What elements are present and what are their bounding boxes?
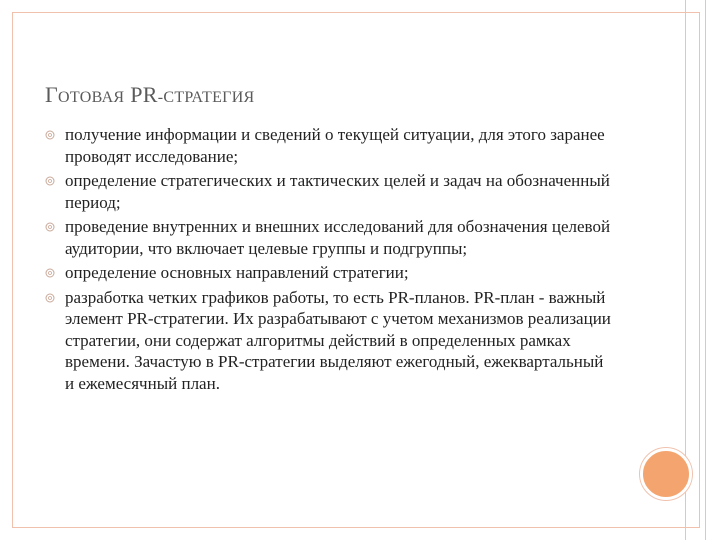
- title-rest: ОТОВАЯ: [58, 89, 125, 106]
- list-item: [45, 287, 615, 395]
- title-tail: -СТРАТЕГИЯ: [157, 89, 255, 106]
- bullet-text: определение стратегических и тактических целей и задач на обозначенный период;: [65, 171, 610, 212]
- bullet-text: проведение внутренних и внешних исследований для обозначения целевой аудитории, что включает целевые группы и подгруппы;: [65, 217, 611, 258]
- title-first-letter: Г: [45, 82, 59, 107]
- flower-bullet-icon: [45, 176, 55, 186]
- orange-circle-decoration: [640, 448, 692, 500]
- bullet-list: [45, 124, 615, 397]
- right-rule-outer: [705, 0, 706, 540]
- bullet-text: определение основных направлений стратегии;: [65, 263, 409, 282]
- flower-bullet-icon: [45, 222, 55, 232]
- flower-bullet-icon: [45, 293, 55, 303]
- bullet-text: разработка четких графиков работы, то есть PR-планов. PR-план - важный элемент PR-стратегии. Их разрабатывают с учетом механизмов реализации стратегии, они содержат алгоритмы действий в определенных рамках времени. Зачастую в PR-стратегии выделяют ежегодный, ежеквартальный и ежемесячный план.: [65, 287, 611, 393]
- slide-title: [45, 82, 255, 108]
- bullet-text: получение информации и сведений о текущей ситуации, для этого заранее проводят исследование;: [65, 125, 605, 166]
- list-item: [45, 124, 615, 167]
- list-item: [45, 216, 615, 259]
- flower-bullet-icon: [45, 130, 55, 140]
- list-item: [45, 170, 615, 213]
- flower-bullet-icon: [45, 268, 55, 278]
- list-item: [45, 262, 615, 284]
- title-pr: PR: [130, 82, 158, 107]
